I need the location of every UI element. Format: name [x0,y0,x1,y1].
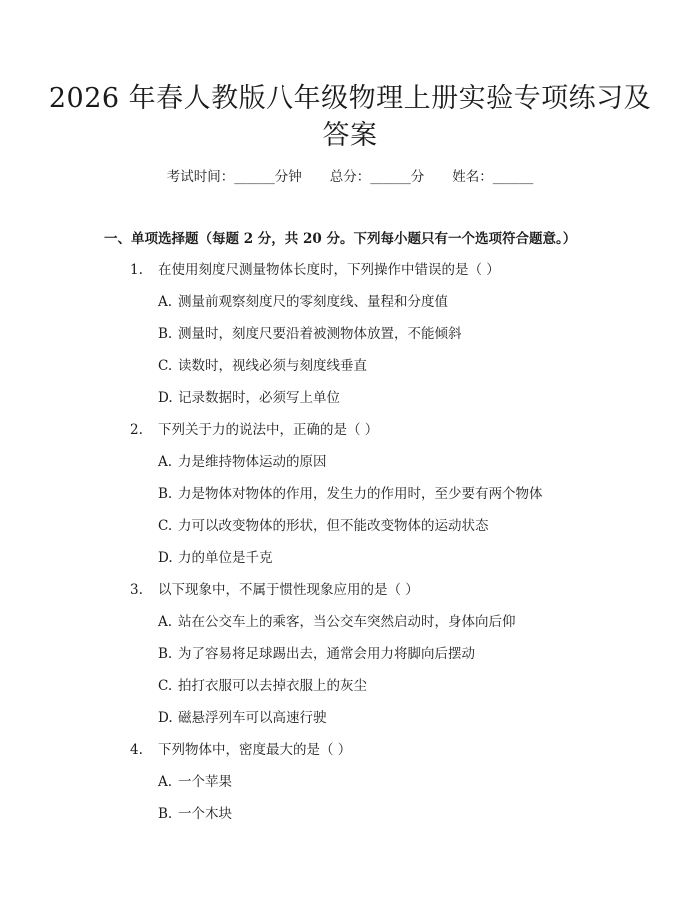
section-heading: 一、单项选择题（每题 2 分，共 20 分。下列每小题只有一个选项符合题意。） [104,231,577,247]
option-text: 力可以改变物体的形状，但不能改变物体的运动状态 [178,518,489,534]
question-number: 1. [130,262,143,278]
option-letter: D. [158,390,173,406]
question-text: 下列物体中，密度最大的是（ ） [158,742,352,758]
option-text: 测量前观察刻度尺的零刻度线、量程和分度值 [178,294,448,310]
option-letter: C. [158,678,173,694]
question-3-option-b [158,643,475,665]
question-4-option-b [158,803,232,825]
exam-time: 考试时间：______分钟 [166,169,302,185]
question-3-option-c [158,675,367,697]
option-text: 记录数据时，必须写上单位 [178,390,340,406]
option-text: 测量时，刻度尺要沿着被测物体放置，不能倾斜 [178,326,462,342]
option-letter: D. [158,710,173,726]
option-text: 一个木块 [178,806,232,822]
student-name-field: 姓名：______ [452,169,534,185]
exam-meta [0,166,700,188]
question-1-option-d [158,387,340,409]
option-text: 读数时，视线必须与刻度线垂直 [178,358,367,374]
question-1-option-c [158,355,367,377]
option-text: 一个苹果 [178,774,232,790]
question-2-option-c [158,515,489,537]
question-4-option-a [158,771,232,793]
question-2-option-a [158,451,327,473]
document-title: 2026 年春人教版八年级物理上册实验专项练习及答案 [48,83,652,151]
question-3 [130,579,419,601]
question-1 [130,259,500,281]
option-letter: A. [158,294,173,310]
option-text: 力的单位是千克 [178,550,273,566]
option-letter: D. [158,550,173,566]
question-text: 以下现象中，不属于惯性现象应用的是（ ） [158,582,419,598]
option-text: 为了容易将足球踢出去，通常会用力将脚向后摆动 [178,646,475,662]
option-text: 力是维持物体运动的原因 [178,454,327,470]
question-text: 在使用刻度尺测量物体长度时，下列操作中错误的是（ ） [158,262,500,278]
question-number: 4. [130,742,143,758]
option-letter: A. [158,454,173,470]
question-text: 下列关于力的说法中，正确的是（ ） [158,422,379,438]
option-letter: B. [158,646,173,662]
option-letter: A. [158,614,173,630]
question-number: 3. [130,582,143,598]
option-text: 拍打衣服可以去掉衣服上的灰尘 [178,678,367,694]
question-3-option-d [158,707,327,729]
option-letter: B. [158,326,173,342]
option-letter: C. [158,518,173,534]
option-text: 力是物体对物体的作用，发生力的作用时，至少要有两个物体 [178,486,543,502]
option-text: 站在公交车上的乘客，当公交车突然启动时，身体向后仰 [178,614,516,630]
question-number: 2. [130,422,143,438]
option-letter: C. [158,358,173,374]
question-1-option-b [158,323,462,345]
question-2-option-d [158,547,273,569]
question-2-option-b [158,483,543,505]
option-letter: B. [158,486,173,502]
option-letter: B. [158,806,173,822]
question-1-option-a [158,291,448,313]
exam-total-score: 总分：______分 [329,169,425,185]
question-4 [130,739,351,761]
question-2 [130,419,378,441]
option-text: 磁悬浮列车可以高速行驶 [178,710,327,726]
option-letter: A. [158,774,173,790]
question-3-option-a [158,611,516,633]
